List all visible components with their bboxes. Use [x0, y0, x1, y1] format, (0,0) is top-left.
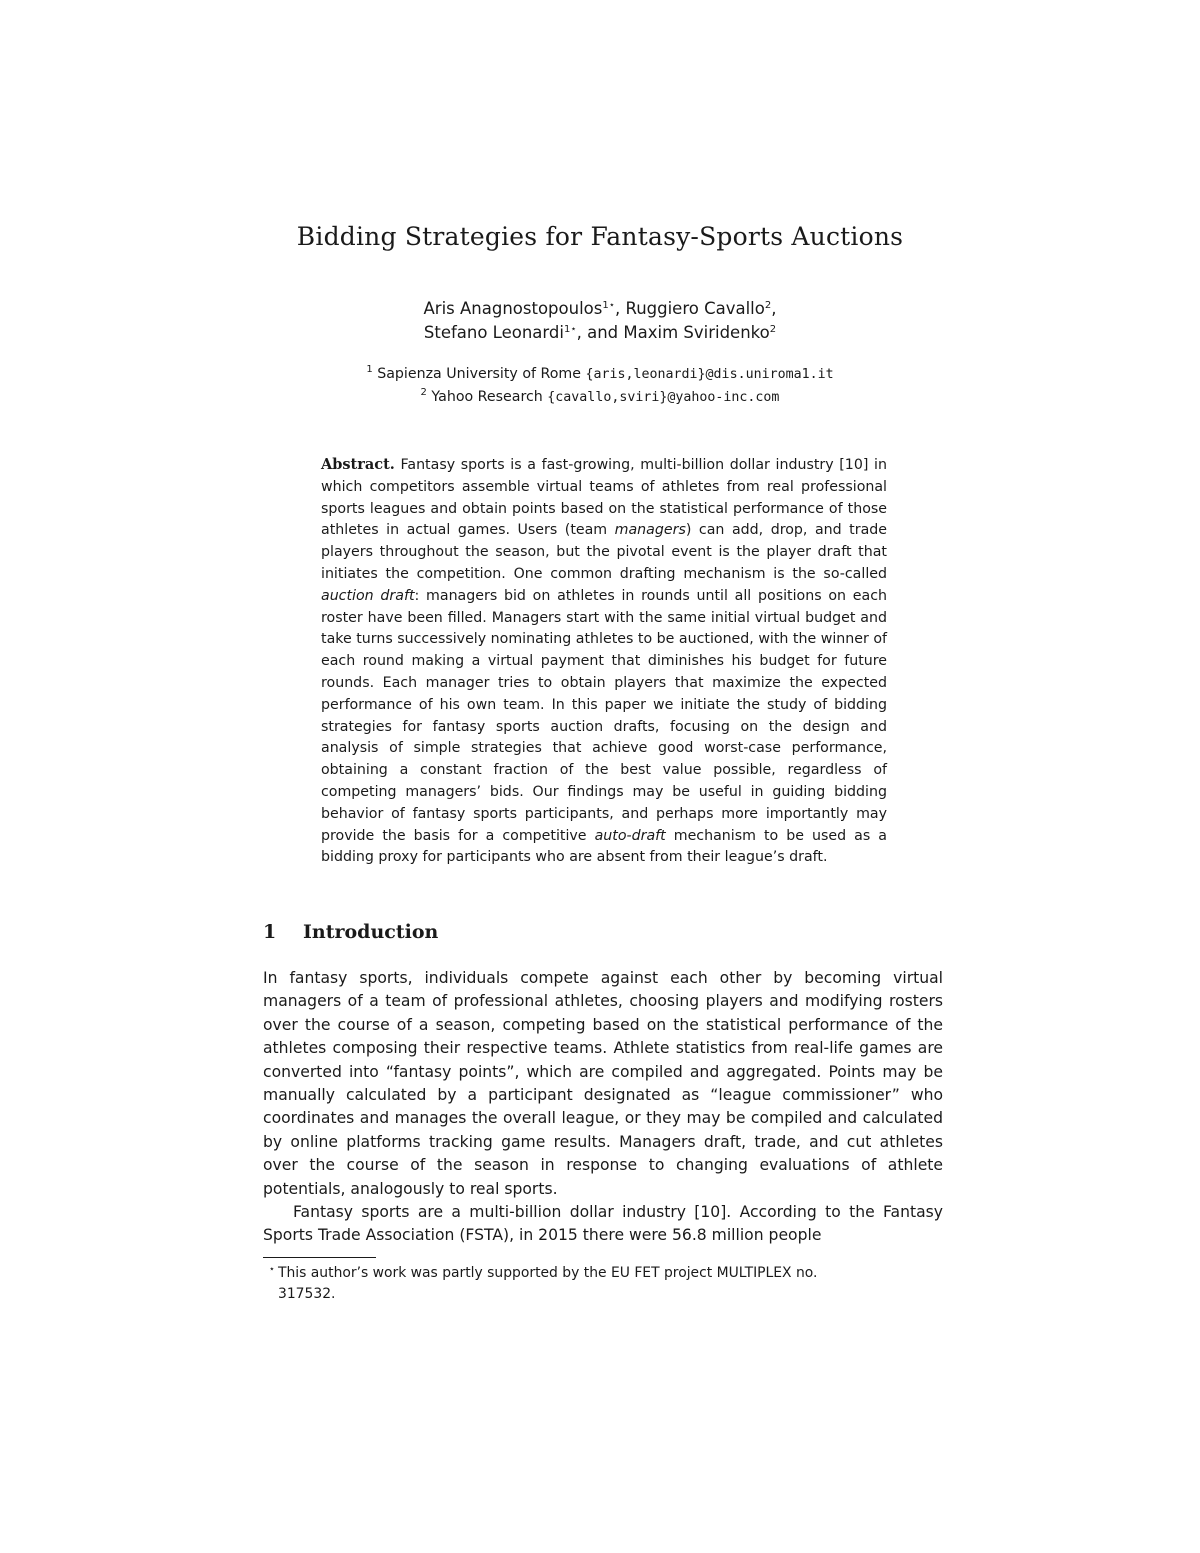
- author-line-1: [0, 297, 1200, 321]
- author-separator: ,: [614, 299, 626, 318]
- author-affil-mark: 1⋆: [602, 300, 615, 311]
- author-name: Stefano Leonardi: [423, 323, 564, 342]
- abstract-text: mechanism to be used as a bidding proxy for participants who are absent from their league’s draft.: [321, 827, 887, 866]
- footnote: [263, 1263, 943, 1305]
- abstract: [321, 454, 887, 869]
- author-line-2: [0, 321, 1200, 345]
- affiliation-name: Yahoo Research: [426, 389, 548, 405]
- affiliation-name: Sapienza University of Rome: [372, 366, 586, 382]
- author-affil-mark: 2: [764, 300, 772, 311]
- paper-title: Bidding Strategies for Fantasy-Sports Auctions: [296, 222, 904, 251]
- affiliation-1: [0, 363, 1200, 386]
- abstract-label: Abstract.: [321, 456, 395, 473]
- section-title: Introduction: [303, 921, 439, 943]
- abstract-text: ) can add, drop, and trade players throughout the season, but the pivotal event is the player draft that initiates the competition. One common drafting mechanism is the so-called: [321, 522, 888, 582]
- paragraph: In fantasy sports, individuals compete against each other by becoming virtual managers of a team of professional athletes, choosing players and modifying rosters over the course of a season, competing based on the statistical performance of the athletes composing their respective teams. Athlete statistics from real-life games are converted into “fantasy points”, which are compiled and aggregated. Points may be manually calculated by a participant designated as “league commissioner” who coordinates and manages the overall league, or they may be compiled and calculated by online platforms tracking game results. Managers draft, trade, and cut athletes over the course of the season in response to changing evaluations of athlete potentials, analogously to real sports.: [263, 969, 943, 1198]
- affiliation-mark: 1: [366, 364, 373, 375]
- abstract-emphasis: auto-draft: [594, 827, 666, 844]
- author-name: Maxim Sviridenko: [623, 323, 770, 342]
- abstract-text: Fantasy sports is a fast-growing, multi-billion dollar industry [10] in which competitors assemble virtual teams of athletes from real professional sports leagues and obtain points based on the statistical performance of those athletes in actual games. Users (team: [321, 457, 887, 539]
- footnote-text: This author’s work was partly supported by the EU FET project MULTIPLEX no.: [278, 1265, 818, 1281]
- abstract-text: : managers bid on athletes in rounds until all positions on each roster have been filled. Managers start with the same initial virtual budget and take turns successively nominating athletes to be auctioned, with the winner of each round making a virtual payment that diminishes his budget for future rounds. Each manager tries to obtain players that maximize the expected performance of his own team. In this paper we initiate the study of bidding strategies for fantasy sports auction drafts, focusing on the design and analysis of simple strategies that achieve good worst-case performance, obtaining a constant fraction of the best value possible, regardless of competing managers’ bids. Our findings may be useful in guiding bidding behavior of fantasy sports participants, and perhaps more importantly may provide the basis for a competitive: [321, 587, 887, 844]
- author-separator: ,: [771, 299, 777, 318]
- affiliation-2: [0, 386, 1200, 409]
- footnote-line: ⋆ This author’s work was partly supported by the EU FET project MULTIPLEX no.: [268, 1264, 818, 1281]
- paragraph: Fantasy sports are a multi-billion dollar industry [10]. According to the Fantasy Sports Trade Association (FSTA), in 2015 there were 56.8 million people: [263, 1203, 943, 1245]
- section-number: 1: [263, 921, 277, 943]
- footnote-line: 317532.: [278, 1286, 336, 1302]
- author-name: Aris Anagnostopoulos: [423, 299, 603, 318]
- affiliations: [0, 363, 1200, 409]
- abstract-emphasis: auction draft: [321, 587, 415, 604]
- author-name: Ruggiero Cavallo: [625, 299, 765, 318]
- author-affil-mark: 1⋆: [563, 324, 577, 335]
- body-text: [263, 967, 943, 1248]
- affiliation-email: {aris,leonardi}@dis.uniroma1.it: [585, 367, 834, 382]
- abstract-emphasis: managers: [614, 522, 686, 539]
- section-heading: [263, 921, 438, 943]
- footnote-rule: [263, 1257, 376, 1258]
- affiliation-email: {cavallo,sviri}@yahoo-inc.com: [547, 390, 780, 405]
- affiliation-mark: 2: [420, 387, 427, 398]
- author-affil-mark: 2: [769, 324, 777, 335]
- author-list: [0, 297, 1200, 345]
- author-separator: , and: [576, 323, 624, 342]
